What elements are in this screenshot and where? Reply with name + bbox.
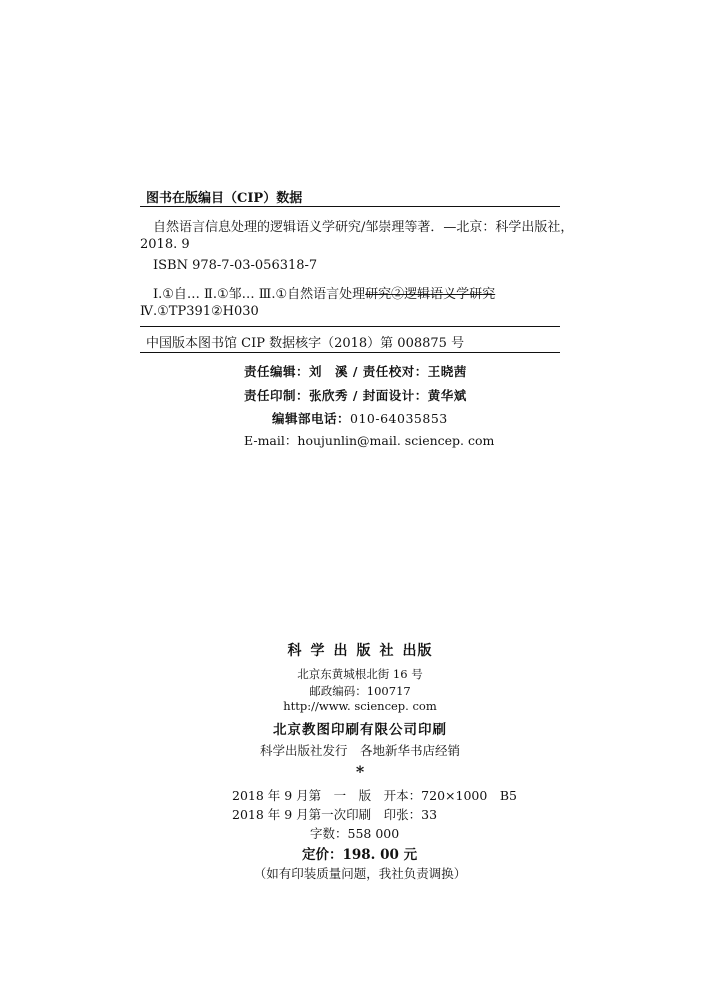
publisher-postcode: 邮政编码：100717 [309, 684, 411, 698]
edition-line: 2018 年 9 月第 一 版 开本：720×1000 B5 [232, 788, 517, 803]
cip-bottom-rule [140, 352, 560, 353]
quality-note: （如有印装质量问题，我社负责调换） [253, 866, 467, 881]
word-count: 字数：558 000 [310, 826, 400, 841]
distribution: 科学出版社发行 各地新华书店经销 [259, 743, 460, 758]
cip-date-line: 2018. 9 [140, 237, 190, 252]
phone-label: 编辑部电话： [272, 411, 351, 426]
cip-classification-2: Ⅳ.①TP391②H030 [140, 304, 259, 319]
publisher-address: 北京东黄城根北街 16 号 [297, 667, 423, 681]
printing-line: 2018 年 9 月第一次印刷 印张：33 [232, 807, 438, 822]
cip-class-part2: 研究②逻辑 [365, 287, 431, 302]
cip-heading: 图书在版编目（CIP）数据 [146, 191, 303, 206]
printer: 北京教图印刷有限公司印刷 [273, 722, 447, 738]
price: 定价：198. 00 元 [302, 847, 418, 863]
editorial-phone [272, 409, 448, 427]
cip-class-part4: 研究 [469, 287, 496, 302]
publisher-name: 科学出版社 [287, 643, 403, 659]
editor-credits: 责任编辑：刘 溪 / 责任校对：王晓茜 [244, 364, 467, 379]
editorial-email [244, 431, 494, 449]
separator-star: * [355, 762, 365, 781]
cip-middle-rule [140, 326, 560, 327]
cip-classification [153, 283, 495, 302]
cip-class-part3: 语义学 [430, 287, 470, 302]
cip-top-rule [140, 206, 560, 207]
publisher-website: http://www. sciencep. com [283, 699, 437, 713]
email-label: E-mail： [244, 433, 298, 448]
cip-class-part1: Ⅰ.①自… Ⅱ.①邹… Ⅲ.①自然语言处理 [153, 287, 366, 302]
cip-title-line: 自然语言信息处理的逻辑语义学研究/邹崇理等著．—北京：科学出版社， [153, 220, 574, 235]
print-credits: 责任印制：张欣秀 / 封面设计：黄华斌 [244, 388, 467, 403]
cip-number: 中国版本图书馆 CIP 数据核字（2018）第 008875 号 [146, 336, 465, 351]
phone-number: 010-64035853 [350, 411, 448, 426]
publisher-line [0, 640, 720, 660]
cip-isbn: ISBN 978-7-03-056318-7 [153, 258, 318, 273]
publisher-suffix: 出版 [402, 643, 433, 659]
email-address: houjunlin@mail. sciencep. com [297, 433, 495, 448]
